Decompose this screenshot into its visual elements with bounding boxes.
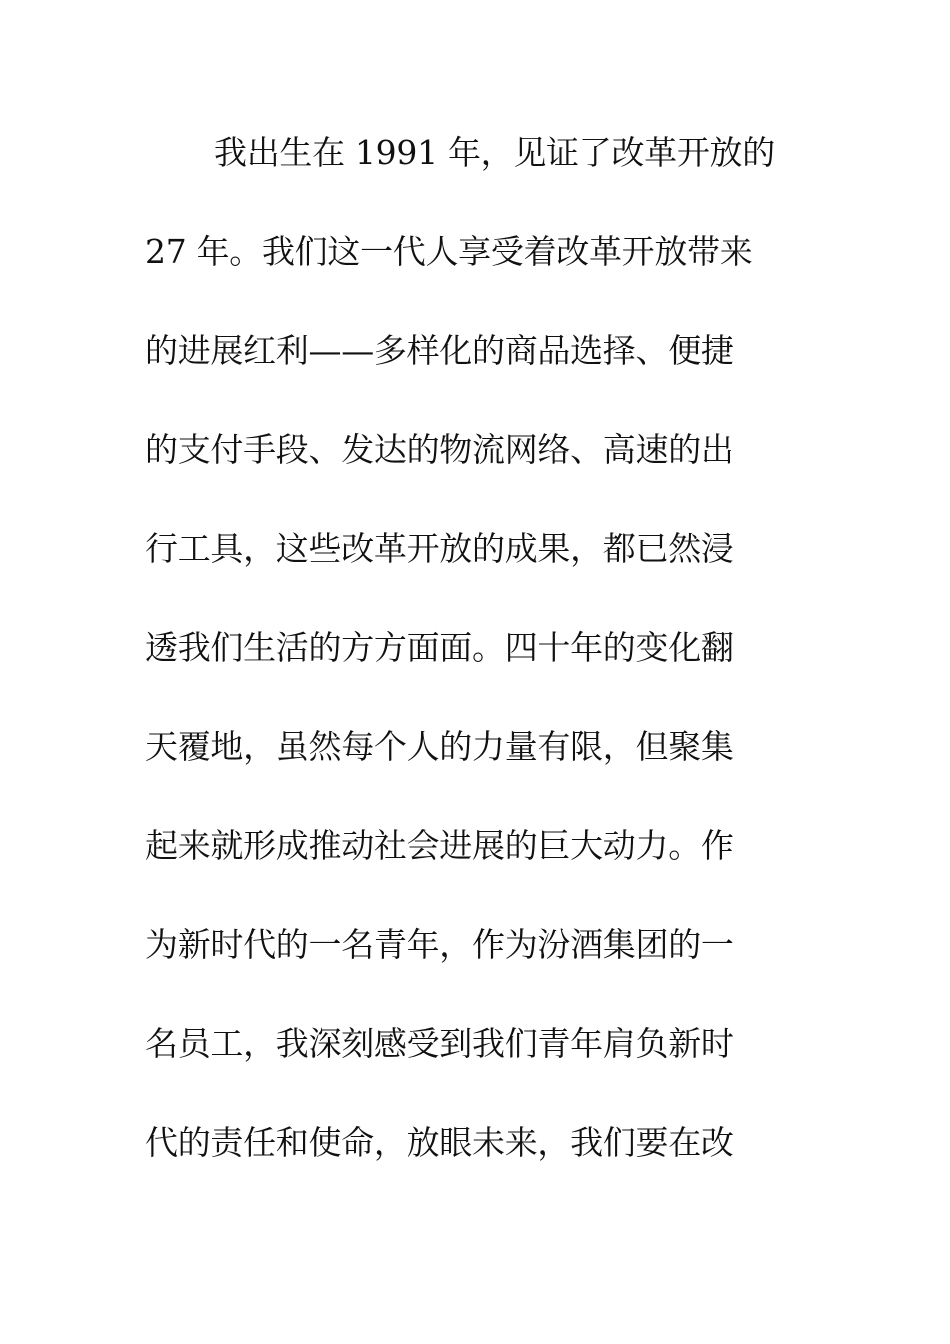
text-line-4: 的支付手段、发达的物流网络、高速的出 xyxy=(145,430,734,469)
text-line-8: 起来就形成推动社会进展的巨大动力。作 xyxy=(145,826,734,865)
text-line-6: 透我们生活的方方面面。四十年的变化翻 xyxy=(145,628,734,667)
text-line-11: 代的责任和使命，放眼未来，我们要在改 xyxy=(145,1123,734,1162)
text-line-10: 名员工，我深刻感受到我们青年肩负新时 xyxy=(145,1024,734,1063)
text-line-9: 为新时代的一名青年，作为汾酒集团的一 xyxy=(145,925,734,964)
text-line-7: 天覆地，虽然每个人的力量有限，但聚集 xyxy=(145,727,734,766)
text-line-2: 27 年。我们这一代人享受着改革开放带来 xyxy=(145,232,753,271)
body-paragraph xyxy=(145,122,805,1211)
text-line-5: 行工具，这些改革开放的成果，都已然浸 xyxy=(145,529,734,568)
text-line-3: 的进展红利——多样化的商品选择、便捷 xyxy=(145,331,734,370)
text-line-1: 我出生在 1991 年，见证了改革开放的 xyxy=(214,133,775,172)
